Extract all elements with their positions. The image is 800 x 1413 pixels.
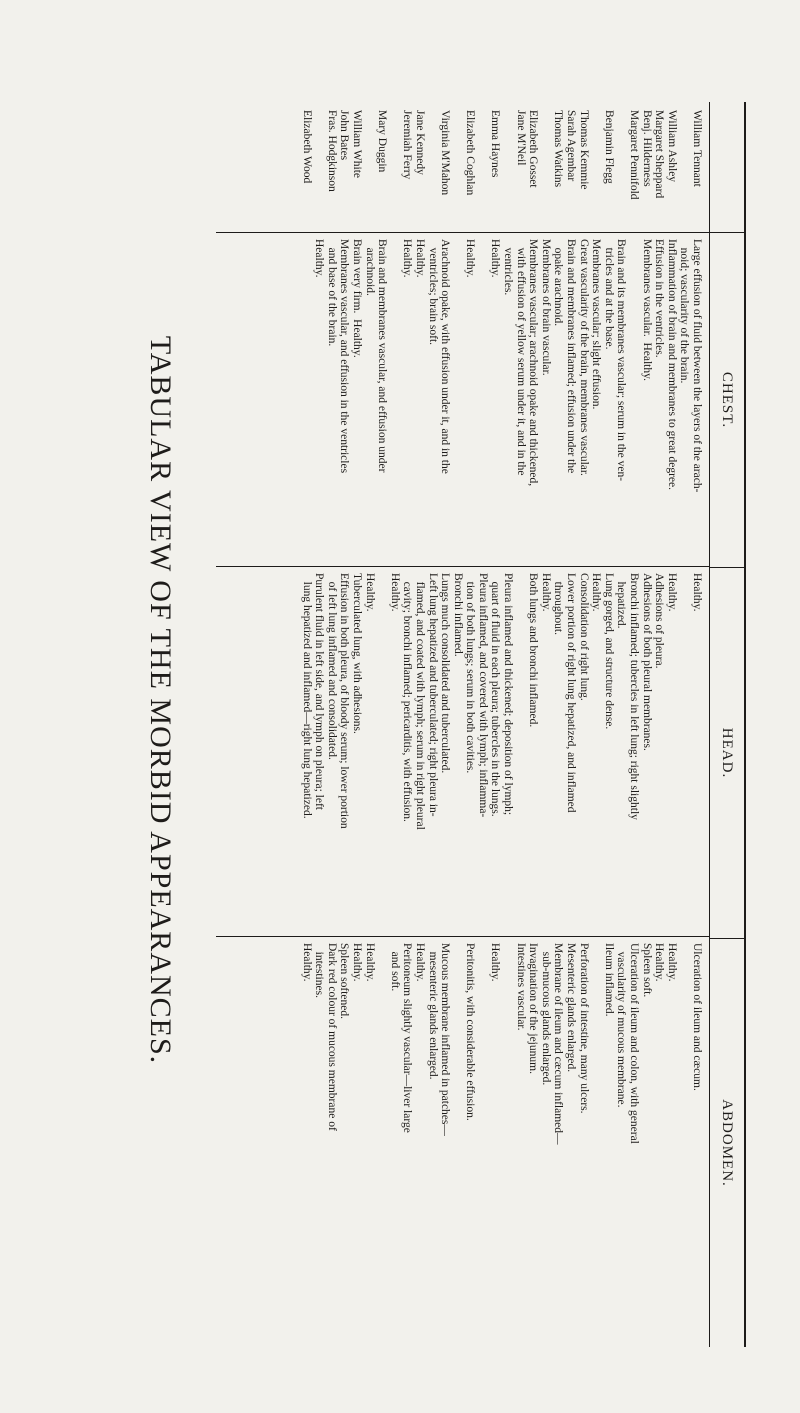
abdomen-finding: mesenteric glands enlarged. xyxy=(426,943,439,1080)
head-finding: of left lung inflamed and consolidated. xyxy=(325,573,338,760)
patient-name xyxy=(678,108,691,227)
patient-name: Jane M'Neil xyxy=(514,110,527,166)
abdomen-finding: Intestines vascular. xyxy=(514,943,527,1031)
chest-finding: Large effusion of fluid between the layers of the arach- xyxy=(691,239,703,493)
patient-name xyxy=(388,108,401,227)
patient-name xyxy=(539,108,552,227)
head-finding: lung hepatized and inflamed—right lung hepatized. xyxy=(300,573,313,819)
header-head: HEAD. xyxy=(710,567,744,938)
chest-finding xyxy=(388,239,401,561)
patient-name: Thomas Watkins xyxy=(552,110,565,188)
head-finding: Healthy. xyxy=(691,573,703,612)
head-finding: Lung gorged, and structure dense. xyxy=(602,573,615,730)
head-finding: Purulent fluid in left side, and lymph on pleura; left xyxy=(313,573,326,810)
abdomen-finding: Dark red colour of mucous membrane of xyxy=(325,943,338,1131)
chest-finding xyxy=(627,239,640,561)
chest-finding: arachnoid. xyxy=(363,239,376,296)
abdomen-finding: Mucous membrane inflamed in patches— xyxy=(439,943,452,1136)
chest-finding: Healthy. xyxy=(489,239,502,278)
head-finding: hepatized. xyxy=(615,573,628,629)
chest-finding: Brain and membranes inflamed; effusion under the xyxy=(565,239,578,474)
abdomen-finding xyxy=(451,943,464,1342)
chest-finding: Inflammation of brain and membranes to great degree. xyxy=(665,239,678,490)
chest-finding: Membranes vascular; arachnoid opake and thickened, xyxy=(527,239,540,487)
chest-finding: noid; vascularity of the brain. xyxy=(678,239,691,384)
header-chest: CHEST. xyxy=(710,232,744,567)
patient-name: Mary Duggin xyxy=(376,110,389,173)
head-finding xyxy=(678,573,691,931)
patient-name xyxy=(313,108,326,227)
abdomen-finding: Peritonitis, with considerable effusion. xyxy=(464,943,477,1121)
chest-finding: with effusion of yellow serum under it, and in the xyxy=(514,239,527,476)
head-finding: Adhesions of both pleural membranes. xyxy=(640,573,653,751)
abdomen-finding: Healthy. xyxy=(489,943,502,982)
head-finding: Healthy. xyxy=(363,573,376,612)
head-finding: Bronchi inflamed; tubercles in left lung; right slightly xyxy=(628,573,641,820)
abdomen-finding: Perforation of intestine, many ulcers. xyxy=(577,943,590,1114)
abdomen-finding: Healthy. xyxy=(413,943,426,982)
chest-finding: Brain and membranes vascular, and effusion under xyxy=(376,239,389,473)
abdomen-finding: sub-mucous glands enlarged. xyxy=(539,943,552,1086)
abdomen-finding: Membrane of ileum and cæcum inflamed— xyxy=(552,943,565,1145)
abdomen-finding: Ulceration of ileum and colon, with general xyxy=(628,943,641,1144)
patient-name: William Tennant xyxy=(691,110,703,187)
patient-name: Margaret Pennifold xyxy=(628,110,641,200)
chest-finding: Membranes vascular. Healthy. xyxy=(640,239,653,381)
page-title: TABULAR VIEW OF THE MORBID APPEARANCES. xyxy=(144,335,177,1065)
patient-name: Benj. Hilderness xyxy=(640,110,653,187)
chest-finding: Brain very firm. Healthy. xyxy=(350,239,363,358)
patient-name xyxy=(451,108,464,227)
head-finding: Both lungs and bronchi inflamed. xyxy=(527,573,540,728)
head-finding: Healthy. xyxy=(665,573,678,612)
chest-finding xyxy=(476,239,489,561)
patient-names-column xyxy=(216,102,709,232)
abdomen-finding: Healthy. xyxy=(665,943,678,982)
head-finding: Consolidation of right lung. xyxy=(577,573,590,701)
abdomen-finding: Invagination of the jejunum. xyxy=(527,943,540,1074)
head-finding xyxy=(514,573,527,931)
patient-name: Sarah Agembar xyxy=(565,110,578,182)
abdomen-finding: Healthy. xyxy=(363,943,376,982)
chest-column xyxy=(216,232,709,566)
abdomen-finding: vascularity of mucous membrane. xyxy=(615,943,628,1108)
head-finding: Pleura inflamed, and covered with lymph; inflamma- xyxy=(476,573,489,818)
chest-finding: Healthy. xyxy=(413,239,426,278)
chest-finding: Healthy. xyxy=(313,239,326,278)
abdomen-finding: Healthy. xyxy=(653,943,666,982)
abdomen-column xyxy=(216,936,709,1347)
chest-finding: Membranes of brain vascular. xyxy=(539,239,552,376)
head-finding: Lungs much consolidated and tuberculated. xyxy=(439,573,452,774)
head-finding: Tuberculated lung, with adhesions. xyxy=(350,573,363,734)
header-abdomen: ABDOMEN. xyxy=(710,938,744,1347)
chest-finding: opake arachnoid. xyxy=(552,239,565,327)
head-finding: throughout. xyxy=(552,573,565,635)
patient-name xyxy=(615,108,628,227)
table-header-row xyxy=(709,102,744,1347)
head-finding: flamed, and coated with lymph; serum in right pleural xyxy=(413,573,426,830)
patient-name xyxy=(426,108,439,227)
chest-finding: ventricles. xyxy=(502,239,515,296)
chest-finding: Healthy. xyxy=(464,239,477,278)
abdomen-finding: Spleen softened. xyxy=(338,943,351,1020)
chest-finding: Great vascularity of the brain, membranes vascular. xyxy=(577,239,590,476)
patient-name: Virginia M'Mahon xyxy=(439,110,452,196)
header-names-blank xyxy=(710,102,744,232)
head-finding: Bronchi inflamed. xyxy=(451,573,464,657)
chest-finding: Membranes vascular, and effusion in the ventricles xyxy=(338,239,351,474)
abdomen-finding: Peritoneum slightly vascular—liver large xyxy=(401,943,414,1133)
abdomen-finding xyxy=(376,943,389,1342)
patient-name: John Bates xyxy=(338,110,351,161)
head-finding xyxy=(376,573,389,931)
chest-finding: tricles and at the base. xyxy=(602,239,615,350)
abdomen-finding: Healthy. xyxy=(300,943,313,982)
abdomen-finding: and soft. xyxy=(388,943,401,992)
abdomen-finding xyxy=(590,943,603,1342)
chest-finding: Arachnoid opake, with effusion under it, and in the xyxy=(439,239,452,474)
patient-name: Fras. Hodgkinson xyxy=(325,110,338,192)
patient-name: Elizabeth Coghlan xyxy=(464,110,477,196)
chest-finding xyxy=(451,239,464,561)
head-finding: Healthy. xyxy=(539,573,552,612)
abdomen-finding: Ileum inflamed. xyxy=(602,943,615,1017)
abdomen-finding: Ulceration of ileum and cæcum. xyxy=(691,943,703,1091)
head-finding: Adhesions of pleura. xyxy=(653,573,666,669)
patient-name: Jeremiah Ferry xyxy=(401,110,414,180)
abdomen-finding xyxy=(476,943,489,1342)
head-finding: cavity; bronchi inflamed; pericarditis, with effusion. xyxy=(401,573,414,822)
abdomen-finding: Healthy. xyxy=(350,943,363,982)
chest-finding: and base of the brain. xyxy=(325,239,338,347)
abdomen-finding: intestines. xyxy=(313,943,326,998)
patient-name: Emma Haynes xyxy=(489,110,502,178)
patient-name: Margaret Sheppard xyxy=(653,110,666,199)
table-body-row xyxy=(216,102,709,1347)
chest-finding: Brain and its membranes vascular; serum in the ven- xyxy=(615,239,628,482)
patient-name: William Ashley xyxy=(665,110,678,183)
head-finding: Effusion in both pleura, of bloody serum; lower portion xyxy=(338,573,351,829)
head-finding: Healthy. xyxy=(590,573,603,612)
head-column xyxy=(216,566,709,936)
chest-finding: Healthy. xyxy=(401,239,414,278)
patient-name: William White xyxy=(350,110,363,178)
chest-finding: Effusion in the ventricles. xyxy=(653,239,666,358)
head-finding: quart of fluid in each pleura; tubercles in the lungs. xyxy=(489,573,502,817)
patient-name xyxy=(476,108,489,227)
head-finding: tion of both lungs; serum in both cavities. xyxy=(464,573,477,774)
patient-name xyxy=(590,108,603,227)
head-finding: Lower portion of right lung hepatized, and inflamed xyxy=(565,573,578,813)
patient-name: Jane Kennedy xyxy=(413,110,426,175)
chest-finding: ventricles; brain soft. xyxy=(426,239,439,346)
morbid-appearances-table xyxy=(216,102,746,1347)
patient-name: Elizabeth Gosset xyxy=(527,110,540,188)
head-finding: Left lung hepatized and tuberculated; right pleura in- xyxy=(426,573,439,817)
chest-finding: Membranes vascular; slight effusion. xyxy=(590,239,603,410)
patient-name xyxy=(502,108,515,227)
head-finding: Healthy. xyxy=(388,573,401,612)
abdomen-finding: Mesenteric glands enlarged. xyxy=(565,943,578,1073)
patient-name xyxy=(363,108,376,227)
abdomen-finding: Spleen soft. xyxy=(640,943,653,998)
patient-name: Thomas Kemmie xyxy=(577,110,590,190)
abdomen-finding xyxy=(502,943,515,1342)
head-finding: Pleura inflamed and thickened; deposition of lymph; xyxy=(502,573,515,816)
patient-name: Elizabeth Wood xyxy=(300,110,313,184)
abdomen-finding xyxy=(678,943,691,1342)
patient-name: Benjamin Flegg xyxy=(602,110,615,184)
